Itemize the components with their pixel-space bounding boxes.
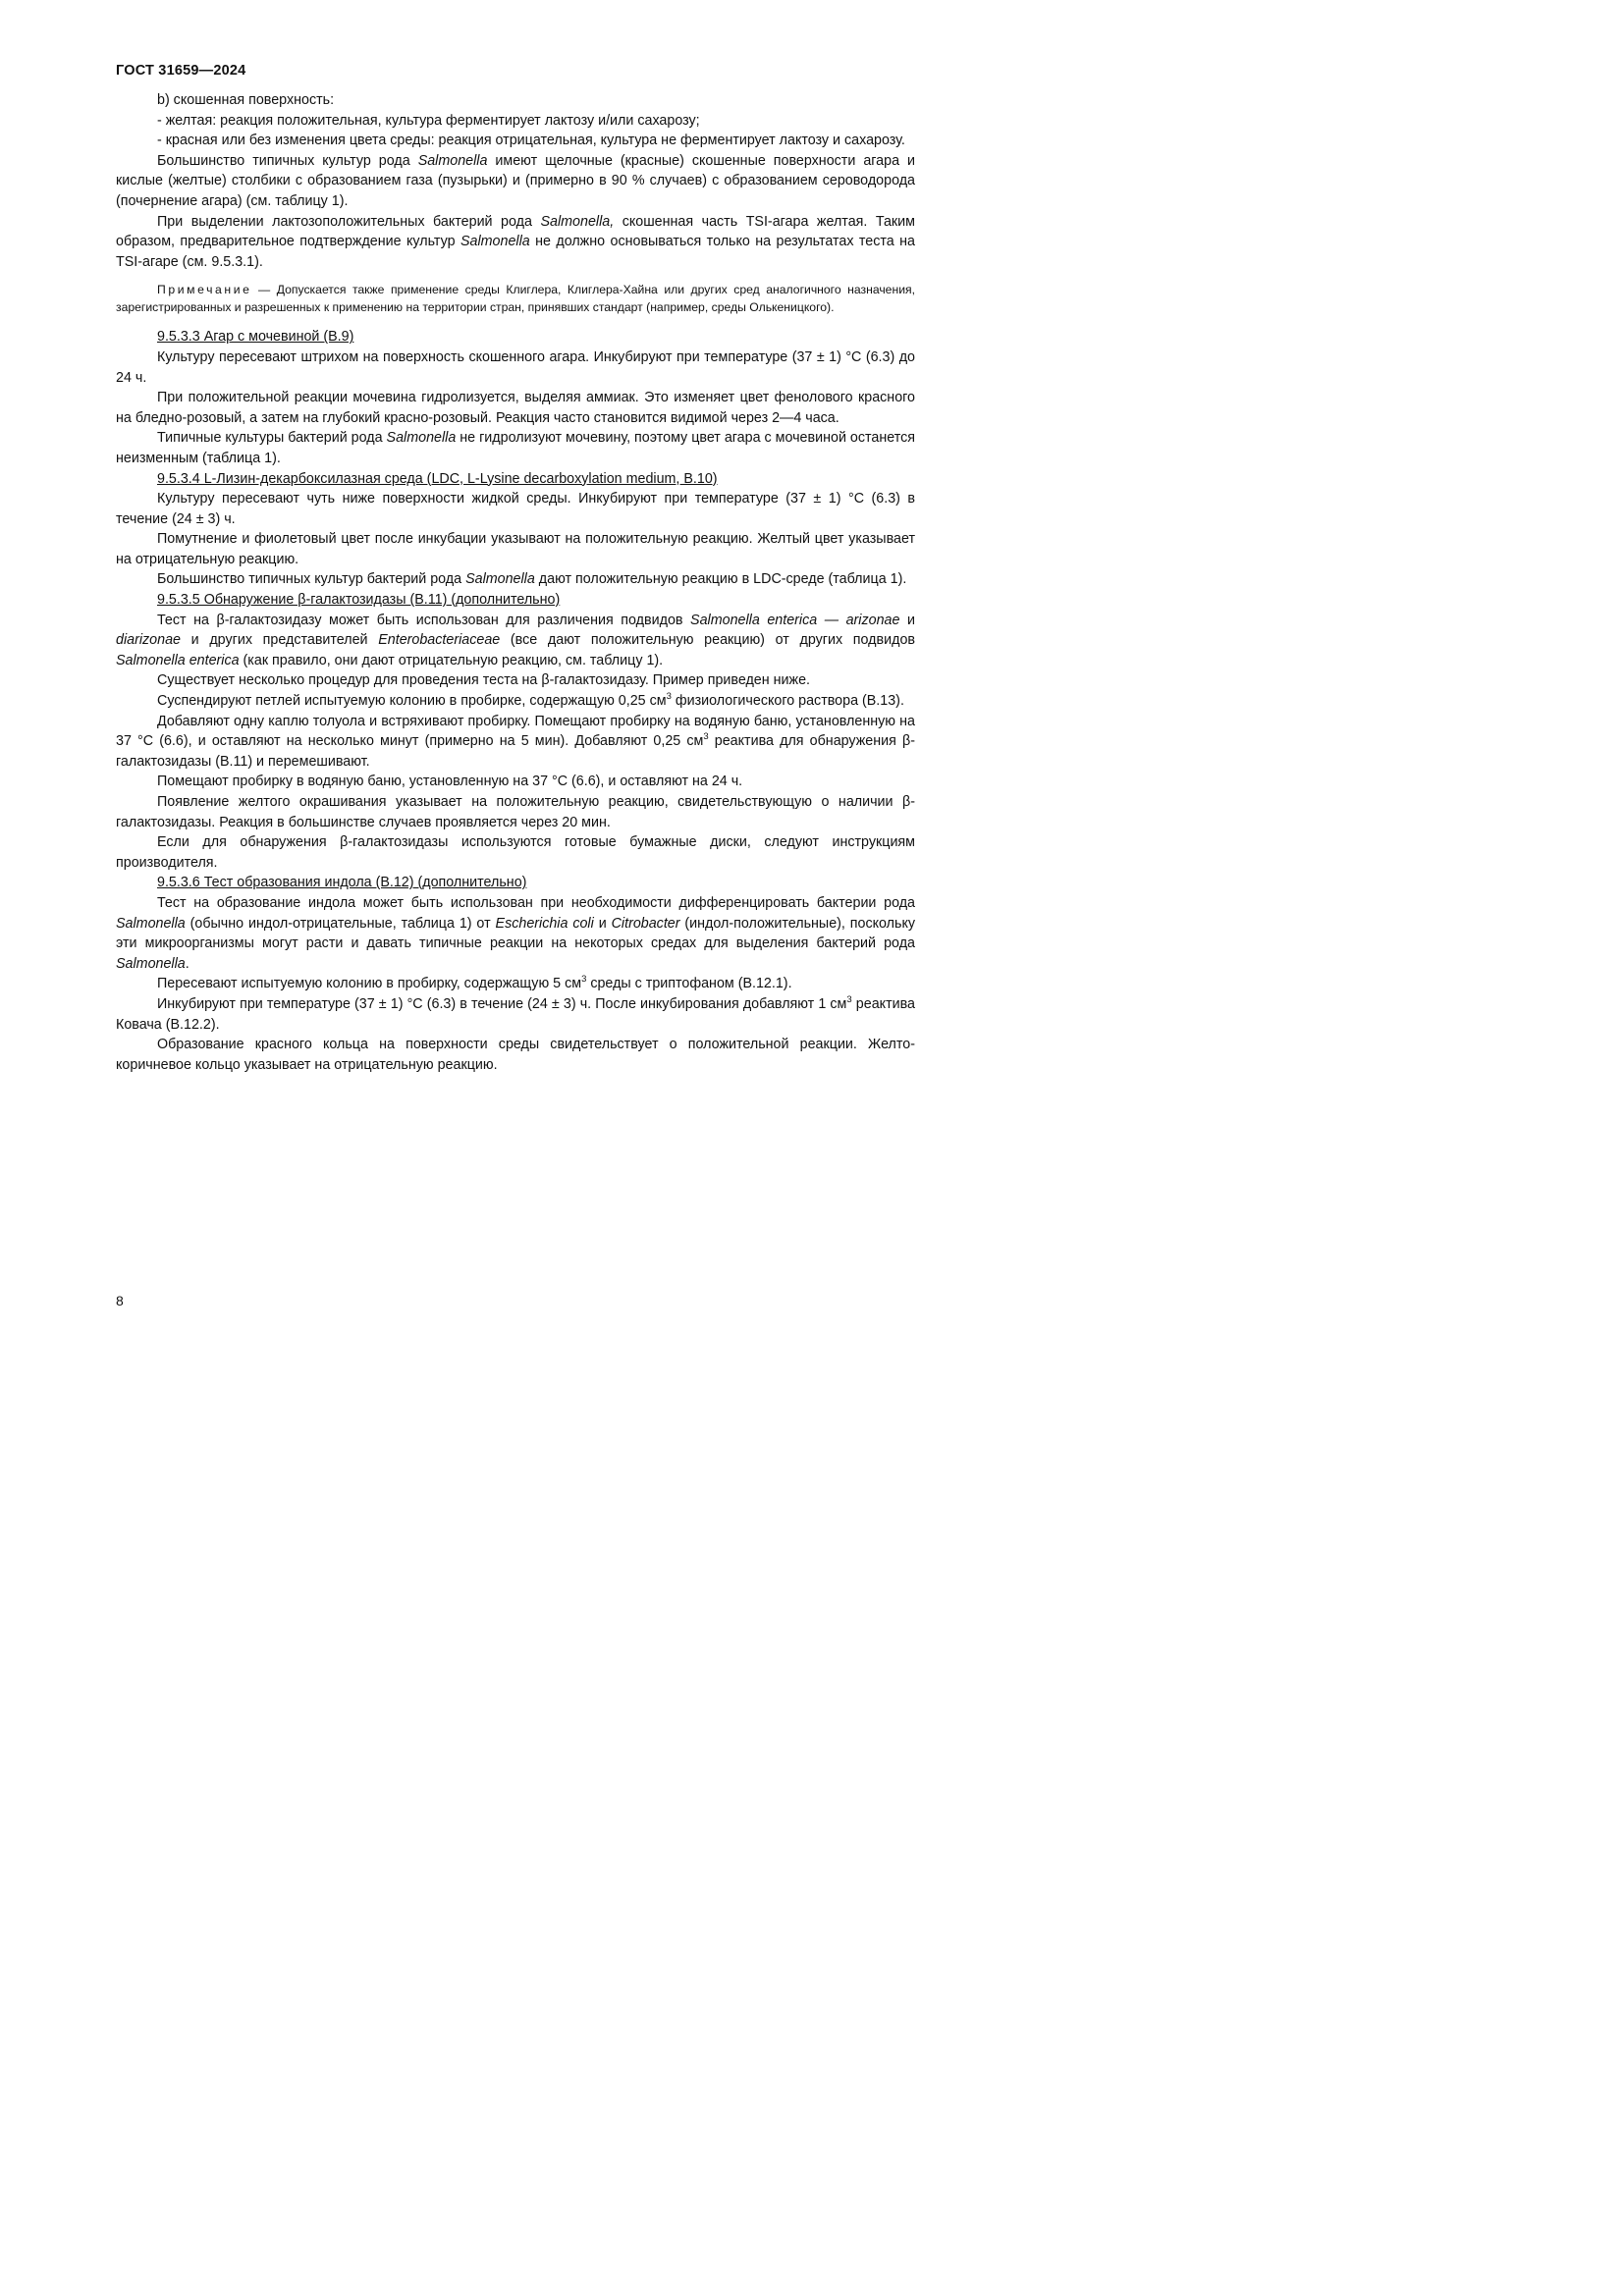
paragraph: Существует несколько процедур для проведения теста на β-галактозидазу. Пример приведен ниже. (157, 672, 810, 689)
page-number: 8 (116, 1293, 124, 1308)
paragraph: Добавляют одну каплю толуола и встряхивают пробирку. Помещают пробирку на водяную баню, установленную на 37 °С (6.6), и оставляют на несколько минут (примерно на 5 мин). Добавляют 0,25 $см^3$ реактива для обнаружения β-галактозидазы (В.11) и перемешивают. (116, 713, 915, 770)
paragraph: Инкубируют при температуре (37 ± 1) °С (6.3) в течение (24 ± 3) ч. После инкубирования добавляют 1 $см^3$ реактива Ковача (В.12.2). (116, 994, 915, 1033)
paragraph: b) скошенная поверхность: (157, 92, 335, 108)
paragraph: Большинство типичных культур бактерий рода Salmonella дают положительную реакцию в LDC-среде (таблица 1). (157, 571, 907, 588)
section-heading-9-5-3-5: 9.5.3.5 Обнаружение β-галактозидазы (В.11) (дополнительно) (157, 592, 561, 609)
paragraph: Большинство типичных культур рода Salmonella имеют щелочные (красные) скошенные поверхности агара и кислые (желтые) столбики с образованием газа (пузырьки) и (примерно в 90 % случаев) с образованием сероводорода (почернение агара) (см. таблицу 1). (116, 152, 915, 209)
paragraph: Тест на образование индола может быть использован при необходимости дифференцировать бактерии рода Salmonella (обычно индол-отрицательные, таблица 1) от Escherichia coli и Citrobacter (индол-положительные), поскольку эти микроорганизмы могут расти и давать типичные реакции на некоторых средах для выделения бактерий рода Salmonella. (116, 894, 916, 972)
paragraph: - желтая: реакция положительная, культура ферментирует лактозу и/или сахарозу; (157, 112, 700, 129)
section-heading-9-5-3-6: 9.5.3.6 Тест образования индола (В.12) (дополнительно) (157, 875, 527, 891)
paragraph: Культуру пересевают чуть ниже поверхности жидкой среды. Инкубируют при температуре (37 ± 1) °С (6.3) в течение (24 ± 3) ч. (116, 491, 915, 527)
paragraph: Появление желтого окрашивания указывает на положительную реакцию, свидетельствующую о наличии β-галактозидазы. Реакция в большинстве случаев проявляется через 20 мин. (116, 794, 915, 830)
document-body (116, 90, 915, 1075)
paragraph: Помутнение и фиолетовый цвет после инкубации указывают на положительную реакцию. Желтый цвет указывает на отрицательную реакцию. (116, 531, 915, 567)
paragraph: Культуру пересевают штрихом на поверхность скошенного агара. Инкубируют при температуре (37 ± 1) °С (6.3) до 24 ч. (116, 348, 915, 386)
paragraph: Образование красного кольца на поверхности среды свидетельствует о положительной реакции. Желто-коричневое кольцо указывает на отрицательную реакцию. (116, 1037, 915, 1073)
paragraph: Тест на β-галактозидазу может быть использован для различения подвидов Salmonella enterica — arizonae и diarizonae и других представителей Enterobacteriaceae (все дают положительную реакцию) от других подвидов Salmonella enterica (как правило, они дают отрицательную реакцию, см. таблицу 1). (116, 612, 915, 668)
document-header: ГОСТ 31659—2024 (116, 63, 246, 79)
paragraph: Помещают пробирку в водяную баню, установленную на 37 °С (6.6), и оставляют на 24 ч. (157, 774, 743, 790)
paragraph: Если для обнаружения β-галактозидазы используются готовые бумажные диски, следуют инструкциям производителя. (116, 834, 915, 871)
section-heading-9-5-3-3: 9.5.3.3 Агар с мочевиной (В.9) (157, 329, 354, 346)
paragraph: - красная или без изменения цвета среды: реакция отрицательная, культура не ферментирует лактозу и сахарозу. (157, 133, 905, 149)
paragraph: Суспендируют петлей испытуемую колонию в пробирке, содержащую 0,25 $см^3$ физиологического раствора (В.13). (157, 691, 904, 710)
paragraph: При положительной реакции мочевина гидролизуется, выделяя аммиак. Это изменяет цвет фенолового красного на бледно-розовый, а затем на глубокий красно-розовый. Реакция часто становится видимой через 2—4 часа. (116, 390, 915, 426)
note: Примечание — Допускается также применение среды Клиглера, Клиглера-Хайна или других сред аналогичного назначения, зарегистрированных и разрешенных к применению на территории стран, принявших стандарт (например, среды Олькеницкого). (116, 283, 915, 315)
paragraph: При выделении лактозоположительных бактерий рода Salmonella, скошенная часть TSI-агара желтая. Таким образом, предварительное подтверждение культур Salmonella не должно основываться только на результатах теста на TSI-агаре (см. 9.5.3.1). (116, 213, 915, 270)
note-label: Примечание (157, 283, 252, 297)
section-heading-9-5-3-4: 9.5.3.4 L-Лизин-декарбоксилазная среда (LDC, L-Lysine decarboxylation medium, В.10) (157, 470, 718, 487)
paragraph: Типичные культуры бактерий рода Salmonella не гидролизуют мочевину, поэтому цвет агара с мочевиной останется неизменным (таблица 1). (116, 430, 915, 466)
paragraph: Пересевают испытуемую колонию в пробирку, содержащую 5 $см^3$ среды с триптофаном (В.12.1). (157, 974, 792, 992)
